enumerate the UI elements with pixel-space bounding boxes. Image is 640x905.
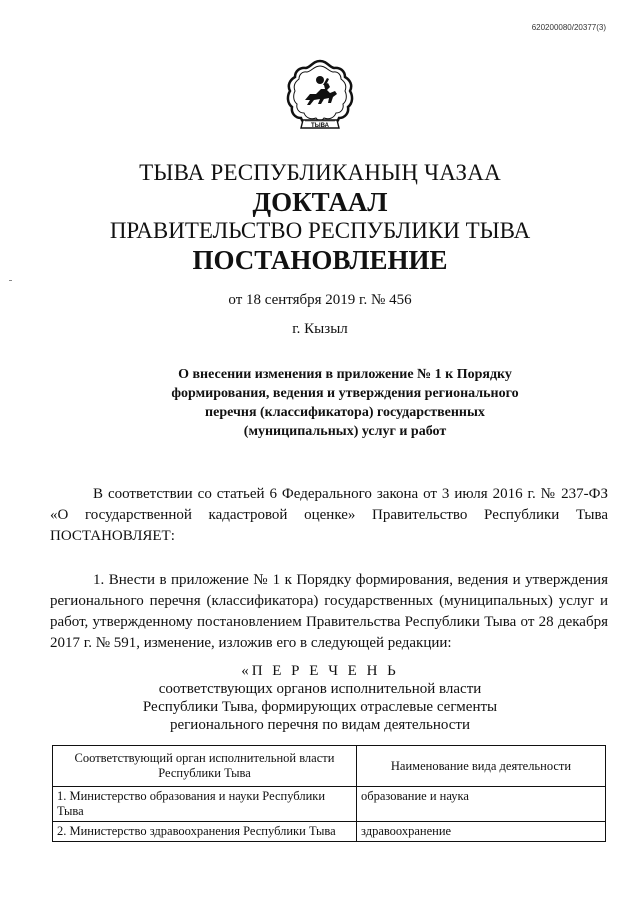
document-title [150, 365, 540, 441]
title-line: О внесении изменения в приложение № 1 к Порядку [178, 367, 512, 382]
emblem-ribbon-text: ТЫВА [311, 123, 329, 129]
header-line-government: ПРАВИТЕЛЬСТВО РЕСПУБЛИКИ ТЫВА [109, 218, 531, 243]
table-cell-activity: образование и наука [357, 787, 606, 822]
list-heading [0, 662, 640, 734]
column-header-authority: Соответствующий орган исполнительной власти Республики Тыва [53, 746, 357, 787]
header-line-postanovlenie: ПОСТАНОВЛЕНИЕ [192, 245, 448, 275]
list-heading-title: «П Е Р Е Ч Е Н Ь [241, 663, 399, 679]
header-line-tuvan-government: ТЫВА РЕСПУБЛИКАНЫҢ ЧАЗАА [139, 160, 501, 185]
document-id: 620200080/20377(3) [531, 23, 606, 32]
list-heading-line: соответствующих органов исполнительной власти [158, 681, 482, 697]
preamble-paragraph: В соответствии со статьей 6 Федерального закона от 3 июля 2016 г. № 237-ФЗ «О государственной кадастровой оценке» Правительство Республики Тыва ПОСТАНОВЛЯЕТ: [50, 486, 608, 544]
header-line-doktaal: ДОКТААЛ [252, 187, 388, 217]
scan-mark [9, 280, 12, 281]
list-heading-line: Республики Тыва, формирующих отраслевые сегменты [142, 699, 498, 715]
tuva-coat-of-arms-icon [283, 58, 357, 138]
document-date-number: от 18 сентября 2019 г. № 456 [228, 292, 412, 308]
document-city: г. Кызыл [292, 321, 348, 337]
table-row [53, 822, 606, 842]
title-line: формирования, ведения и утверждения регионального [171, 386, 519, 401]
column-header-activity: Наименование вида деятельности [357, 746, 606, 787]
list-heading-line: регионального перечня по видам деятельности [169, 717, 470, 733]
clause-1-paragraph: 1. Внести в приложение № 1 к Порядку формирования, ведения и утверждения регионального перечня (классификатора) государственных (муниципальных) услуг и работ, утвержденному постановлением Правительства Республики Тыва от 28 декабря 2017 г. № 591, изменение, изложив его в следующей редакции: [50, 572, 608, 651]
title-line: перечня (классификатора) государственных [205, 405, 485, 420]
table-row [53, 787, 606, 822]
authorities-table [52, 745, 606, 842]
table-header-row [53, 746, 606, 787]
table-cell-authority: 2. Министерство здравоохранения Республики Тыва [53, 822, 357, 842]
table-cell-authority: 1. Министерство образования и науки Республики Тыва [53, 787, 357, 822]
table-cell-activity: здравоохранение [357, 822, 606, 842]
title-line: (муниципальных) услуг и работ [243, 424, 447, 439]
